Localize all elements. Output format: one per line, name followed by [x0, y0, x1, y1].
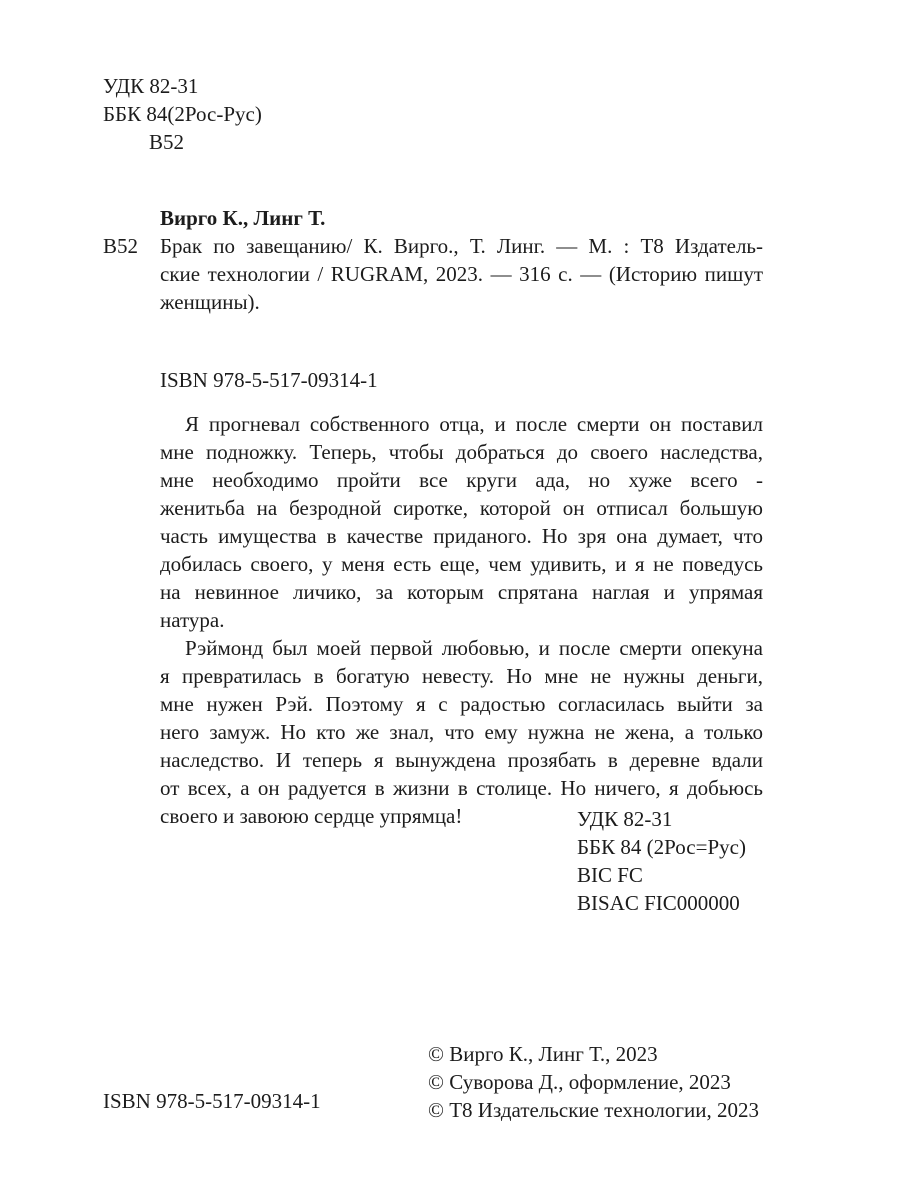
bbk-code: ББК 84(2Рос-Рус): [103, 102, 262, 126]
annotation-line: часть имущества в качестве приданого. Но зря она думает, что: [160, 524, 763, 548]
annotation-line: мне необходимо пройти все круги ада, но хуже всего -: [160, 468, 763, 492]
annotation-line: него замуж. Но кто же знал, что ему нужна не жена, а только: [160, 720, 763, 744]
isbn-footer: ISBN 978-5-517-09314-1: [103, 1089, 321, 1113]
annotation-paragraph-2: [160, 634, 763, 830]
bic-code: BIC FC: [577, 863, 643, 887]
copyright-block: [428, 1040, 759, 1124]
header-codes: [103, 72, 262, 156]
udk-code: УДК 82-31: [103, 74, 199, 98]
annotation-line: натура.: [160, 608, 225, 632]
description-line: ские технологии / RUGRAM, 2023. — 316 с. — (Историю пишут: [160, 262, 763, 286]
annotation-line: Я прогневал собственного отца, и после смерти он поставил: [185, 412, 763, 436]
annotation-line: мне нужен Рэй. Поэтому я с радостью согласилась выйти за: [160, 692, 763, 716]
description-line: Брак по завещанию/ К. Вирго., Т. Линг. — М. : Т8 Издатель-: [160, 234, 763, 258]
annotation-line: я превратилась в богатую невесту. Но мне не нужны деньги,: [160, 664, 763, 688]
author-heading: Вирго К., Линг Т.: [160, 206, 326, 230]
annotation-line: Рэймонд был моей первой любовью, и после смерти опекуна: [185, 636, 763, 660]
annotation-line: на невинное личико, за которым спрятана наглая и упрямая: [160, 580, 763, 604]
bisac-code: BISAC FIC000000: [577, 891, 740, 915]
classification-codes: [577, 805, 746, 917]
record-description: [160, 232, 763, 316]
annotation-paragraph-1: [160, 410, 763, 634]
udk-code: УДК 82-31: [577, 807, 673, 831]
annotation-line: своего и завоюю сердце упрямца!: [160, 804, 463, 828]
annotation-line: наследство. И теперь я вынуждена прозябать в деревне вдали: [160, 748, 763, 772]
author-mark: В52: [149, 130, 185, 154]
bbk-code: ББК 84 (2Рос=Рус): [577, 835, 746, 859]
description-line: женщины).: [160, 290, 260, 314]
annotation: [160, 410, 763, 830]
copyright-line: © Вирго К., Линг Т., 2023: [428, 1042, 658, 1066]
copyright-line: © Т8 Издательские технологии, 2023: [428, 1098, 759, 1122]
annotation-line: мне подножку. Теперь, чтобы добраться до своего наследства,: [160, 440, 763, 464]
annotation-line: добилась своего, у меня есть еще, чем удивить, и я не поведусь: [160, 552, 763, 576]
isbn-main: ISBN 978-5-517-09314-1: [160, 368, 378, 392]
record-author-mark: В52: [103, 234, 139, 258]
annotation-line: от всех, а он радуется в жизни в столице. Но ничего, я добьюсь: [160, 776, 763, 800]
copyright-line: © Суворова Д., оформление, 2023: [428, 1070, 731, 1094]
annotation-line: женитьба на безродной сиротке, которой он отписал большую: [160, 496, 763, 520]
